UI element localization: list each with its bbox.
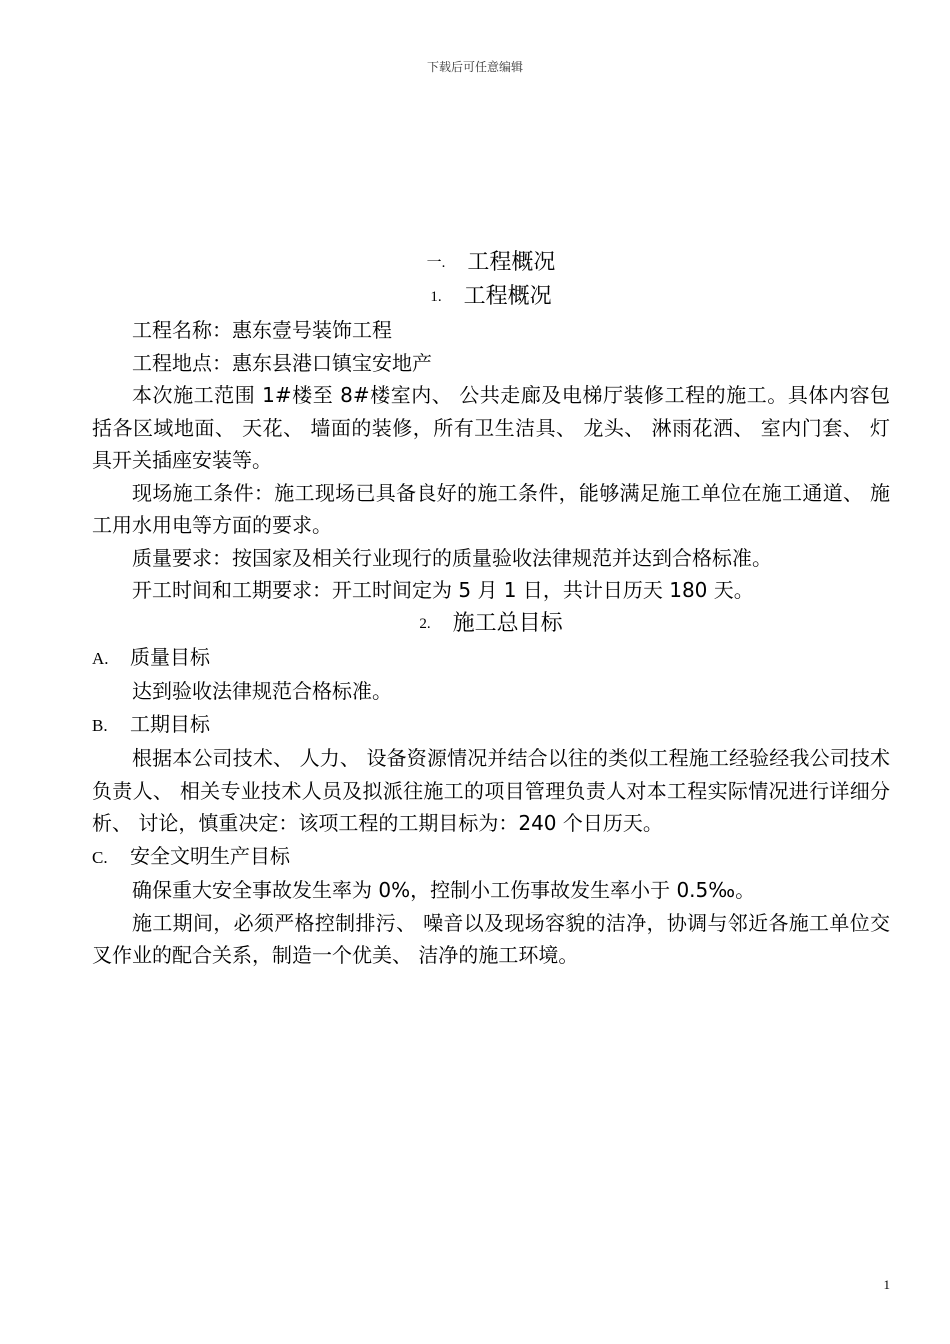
item-c-body-2: 施工期间，必须严格控制排污、 噪音以及现场容貌的洁净，协调与邻近各施工单位交叉作业的配合关系，制造一个优美、 洁净的施工环境。 bbox=[92, 910, 890, 967]
item-b-heading bbox=[92, 708, 890, 743]
item-a-body: 达到验收法律规范合格标准。 bbox=[132, 679, 392, 703]
item-a-title: 质量目标 bbox=[130, 644, 210, 669]
item-b-title: 工期目标 bbox=[130, 711, 210, 736]
subsection-number: 2. bbox=[419, 615, 431, 632]
item-c-heading bbox=[92, 840, 890, 875]
schedule-paragraph: 开工时间和工期要求：开工时间定为 5 月 1 日，共计日历天 180 天。 bbox=[132, 578, 754, 602]
item-a-mark: A. bbox=[92, 648, 109, 668]
document-body bbox=[92, 246, 890, 972]
section-title: 工程概况 bbox=[467, 250, 556, 275]
section-heading bbox=[92, 246, 890, 280]
page-header: 下载后可任意编辑 bbox=[426, 60, 523, 74]
subsection-title: 施工总目标 bbox=[452, 610, 563, 636]
item-a-heading bbox=[92, 641, 890, 676]
subsection-title: 工程概况 bbox=[463, 284, 552, 309]
item-b-body: 根据本公司技术、 人力、 设备资源情况并结合以往的类似工程施工经验经我公司技术负责人、 相关专业技术人员及拟派往施工的项目管理负责人对本工程实际情况进行详细分析、 讨论，慎重决定：该项工程的工期目标为：240 个日历天。 bbox=[92, 746, 890, 835]
project-location-paragraph: 工程地点：惠东县港口镇宝安地产 bbox=[132, 350, 432, 375]
item-c-mark: C. bbox=[92, 847, 108, 867]
subsection-heading-1 bbox=[92, 280, 890, 314]
quality-requirement-paragraph: 质量要求：按国家及相关行业现行的质量验收法律规范并达到合格标准。 bbox=[132, 545, 772, 570]
subsection-heading-2 bbox=[92, 607, 890, 641]
item-c-title: 安全文明生产目标 bbox=[130, 843, 290, 868]
subsection-number: 1. bbox=[430, 289, 442, 305]
section-number: 一. bbox=[426, 255, 446, 271]
item-b-mark: B. bbox=[92, 715, 108, 735]
item-c-body-1: 确保重大安全事故发生率为 0%，控制小工伤事故发生率小于 0.5‰。 bbox=[132, 878, 756, 902]
project-name-paragraph: 工程名称：惠东壹号装饰工程 bbox=[132, 318, 392, 342]
site-conditions-paragraph: 现场施工条件：施工现场已具备良好的施工条件，能够满足施工单位在施工通道、 施工用水用电等方面的要求。 bbox=[92, 480, 890, 537]
scope-paragraph: 本次施工范围 1#楼至 8#楼室内、 公共走廊及电梯厅装修工程的施工。具体内容包括各区域地面、 天花、 墙面的装修，所有卫生洁具、 龙头、 淋雨花洒、 室内门套、 灯具开关插座安装等。 bbox=[92, 383, 890, 472]
page-number: 1 bbox=[883, 1277, 890, 1292]
